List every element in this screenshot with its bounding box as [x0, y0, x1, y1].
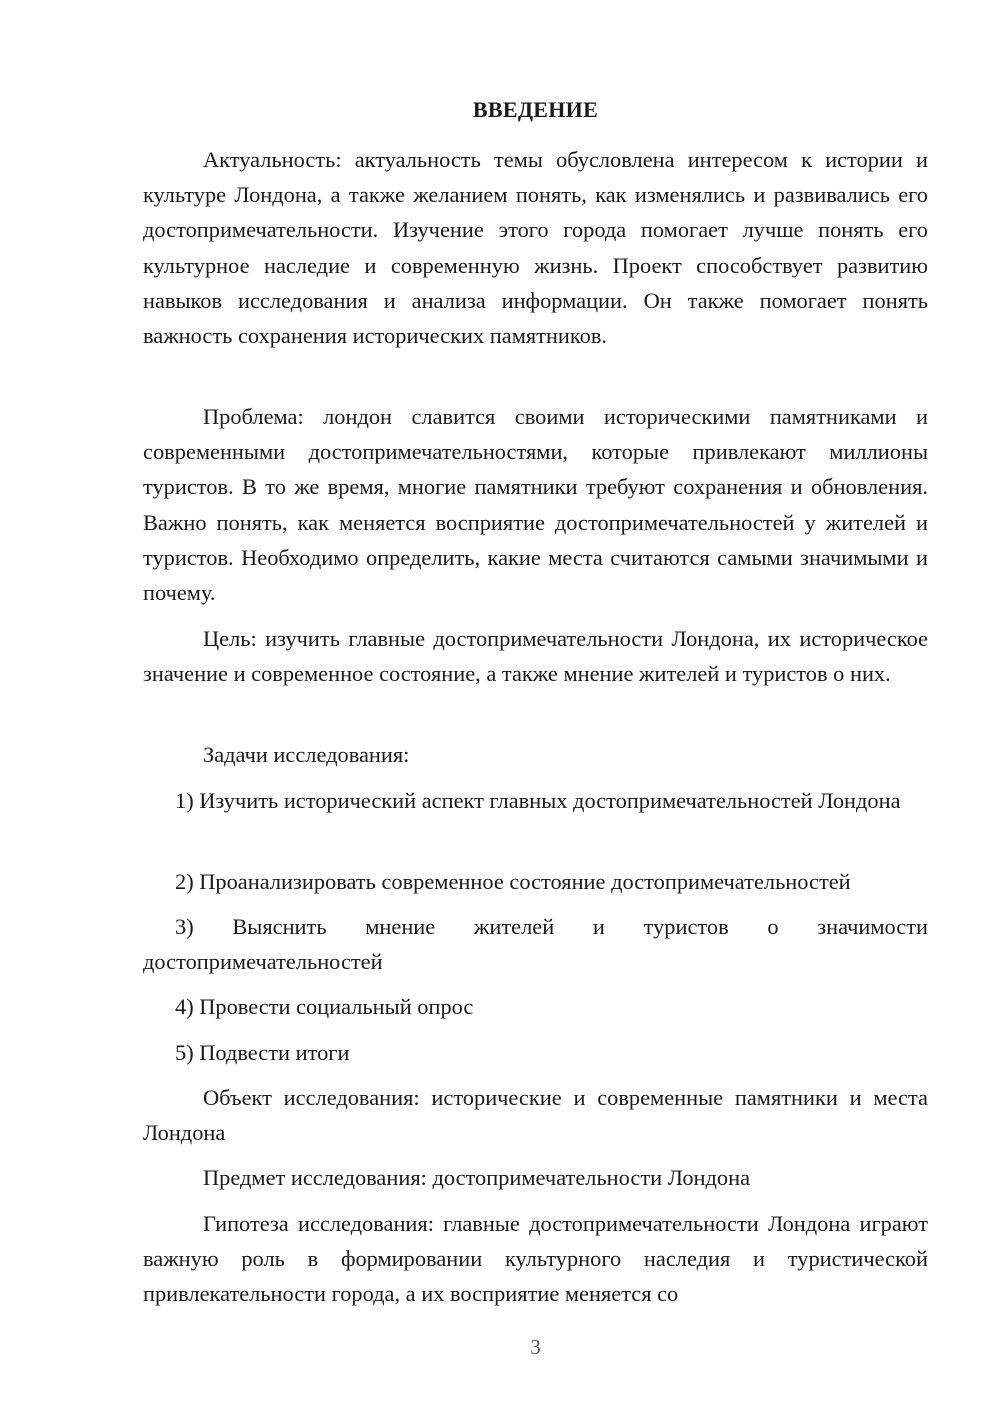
paragraph-subject: Предмет исследования: достопримечательности Лондона: [203, 1165, 751, 1190]
task-item: 2) Проанализировать современное состояние достопримечательностей: [175, 869, 851, 894]
section-title: ВВЕДЕНИЕ: [472, 97, 599, 122]
task-item: 1) Изучить исторический аспект главных достопримечательностей Лондона: [175, 788, 901, 813]
paragraph-object: Объект исследования: исторические и современные памятники и места Лондона: [143, 1085, 928, 1146]
tasks-heading: Задачи исследования:: [203, 742, 410, 767]
paragraph-relevance: Актуальность: актуальность темы обусловлена интересом к истории и культуре Лондона, а также желанием понять, как изменялись и развивались его достопримечательности. Изучение этого города помогает лучше понять его культурное наследие и современную жизнь. Проект способствует развитию навыков исследования и анализа информации. Он также помогает понять важность сохранения исторических памятников.: [143, 147, 928, 349]
page-number: 3: [530, 1335, 541, 1359]
task-item: 4) Провести социальный опрос: [175, 994, 474, 1019]
task-item: 5) Подвести итоги: [175, 1040, 350, 1065]
paragraph-goal: Цель: изучить главные достопримечательности Лондона, их историческое значение и современное состояние, а также мнение жителей и туристов о них.: [143, 626, 928, 687]
task-item: 3) Выяснить мнение жителей и туристов о значимости достопримечательностей: [143, 914, 928, 975]
paragraph-hypothesis: Гипотеза исследования: главные достопримечательности Лондона играют важную роль в формировании культурного наследия и туристической привлекательности города, а их восприятие меняется со: [143, 1211, 928, 1307]
paragraph-problem: Проблема: лондон славится своими историческими памятниками и современными достопримечательностями, которые привлекают миллионы туристов. В то же время, многие памятники требуют сохранения и обновления. Важно понять, как меняется восприятие достопримечательностей у жителей и туристов. Необходимо определить, какие места считаются самыми значимыми и почему.: [143, 404, 928, 606]
